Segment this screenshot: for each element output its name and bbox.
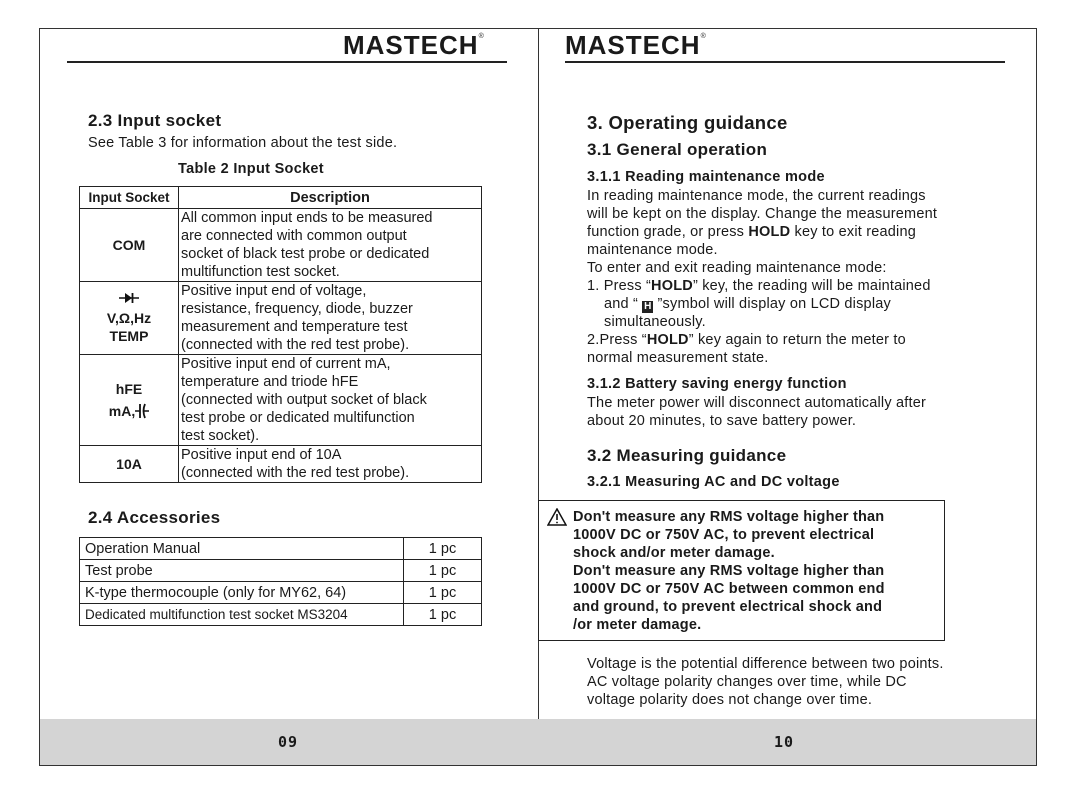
accessory-item: Operation Manual — [80, 538, 404, 560]
page-number-right: 10 — [774, 733, 795, 751]
table-row — [80, 604, 482, 626]
section-title-measuring: 3.2 Measuring guidance — [587, 446, 787, 465]
header-rule-left — [67, 61, 507, 63]
table-row — [80, 560, 482, 582]
section-title-operating: 3. Operating guidance — [587, 112, 788, 133]
table-header: Description — [179, 187, 482, 209]
accessory-item: Dedicated multifunction test socket MS3204 — [80, 604, 404, 626]
input-socket-table — [79, 186, 482, 483]
accessory-qty: 1 pc — [404, 604, 482, 626]
voltage-paragraph: Voltage is the potential difference between two points. AC voltage polarity changes over time, while DC voltage polarity does not change over time. — [587, 656, 944, 708]
brand-logo-left: MASTECH® — [343, 30, 485, 60]
section-title-input-socket: 2.3 Input socket — [88, 111, 222, 130]
accessories-table — [79, 537, 482, 626]
socket-cell: 10A — [80, 446, 179, 483]
socket-cell: COM — [80, 209, 179, 282]
description-cell: Positive input end of 10A (connected with the red test probe). — [179, 446, 482, 483]
subsection-acdc: 3.2.1 Measuring AC and DC voltage — [587, 474, 840, 490]
accessory-item: Test probe — [80, 560, 404, 582]
table-row — [80, 538, 482, 560]
page-divider — [538, 29, 539, 765]
table-row — [80, 582, 482, 604]
warning-box — [538, 500, 945, 641]
accessory-item: K-type thermocouple (only for MY62, 64) — [80, 582, 404, 604]
description-cell: Positive input end of voltage, resistance, frequency, diode, buzzer measurement and temperature test (connected with the red test probe). — [179, 282, 482, 355]
warning-text: Don't measure any RMS voltage higher than 1000V DC or 750V AC, to prevent electrical shock and/or meter damage. Don't measure any RMS voltage higher than 1000V DC or 750V AC between common end and ground, to prevent electrical shock and /or meter damage. — [573, 509, 885, 633]
brand-logo-right: MASTECH® — [565, 30, 707, 60]
table-caption: Table 2 Input Socket — [178, 161, 324, 177]
subsection-battery: 3.1.2 Battery saving energy function — [587, 376, 847, 392]
section-title-accessories: 2.4 Accessories — [88, 508, 221, 527]
accessory-qty: 1 pc — [404, 582, 482, 604]
warning-icon — [547, 508, 567, 531]
reading-paragraph: In reading maintenance mode, the current readings will be kept on the display. Change the measurement function grade, or press HOLD key to exit reading maintenance mode. To enter and exit reading maintenance mode: 1. Press “HOLD” key, the reading will be maintained and “ H ”symbol will display on LCD display simultaneously. 2.Press “HOLD” key again to return the meter to normal measurement state. — [587, 188, 938, 366]
subsection-reading: 3.1.1 Reading maintenance mode — [587, 169, 825, 185]
accessory-qty: 1 pc — [404, 538, 482, 560]
input-socket-intro: See Table 3 for information about the test side. — [88, 135, 398, 151]
footer-bar — [40, 719, 1036, 765]
hold-indicator-icon: H — [644, 301, 652, 312]
description-cell: Positive input end of current mA, temperature and triode hFE (connected with output socket of black test probe or dedicated multifunction test socket). — [179, 355, 482, 446]
table-header: Input Socket — [80, 187, 179, 209]
capacitor-icon — [135, 403, 149, 419]
table-header-row — [80, 187, 482, 209]
socket-cell: V,Ω,Hz TEMP — [80, 282, 179, 355]
table-row — [80, 355, 482, 446]
header-rule-right — [565, 61, 1005, 63]
table-row — [80, 282, 482, 355]
section-title-general: 3.1 General operation — [587, 140, 768, 159]
table-row — [80, 209, 482, 282]
description-cell: All common input ends to be measured are connected with common output socket of black test probe or dedicated multifunction test socket. — [179, 209, 482, 282]
diode-icon — [82, 291, 176, 309]
page-number-left: 09 — [278, 733, 299, 751]
accessory-qty: 1 pc — [404, 560, 482, 582]
socket-cell: hFE mA, — [80, 355, 179, 446]
table-row — [80, 446, 482, 483]
battery-paragraph: The meter power will disconnect automatically after about 20 minutes, to save battery power. — [587, 395, 927, 429]
